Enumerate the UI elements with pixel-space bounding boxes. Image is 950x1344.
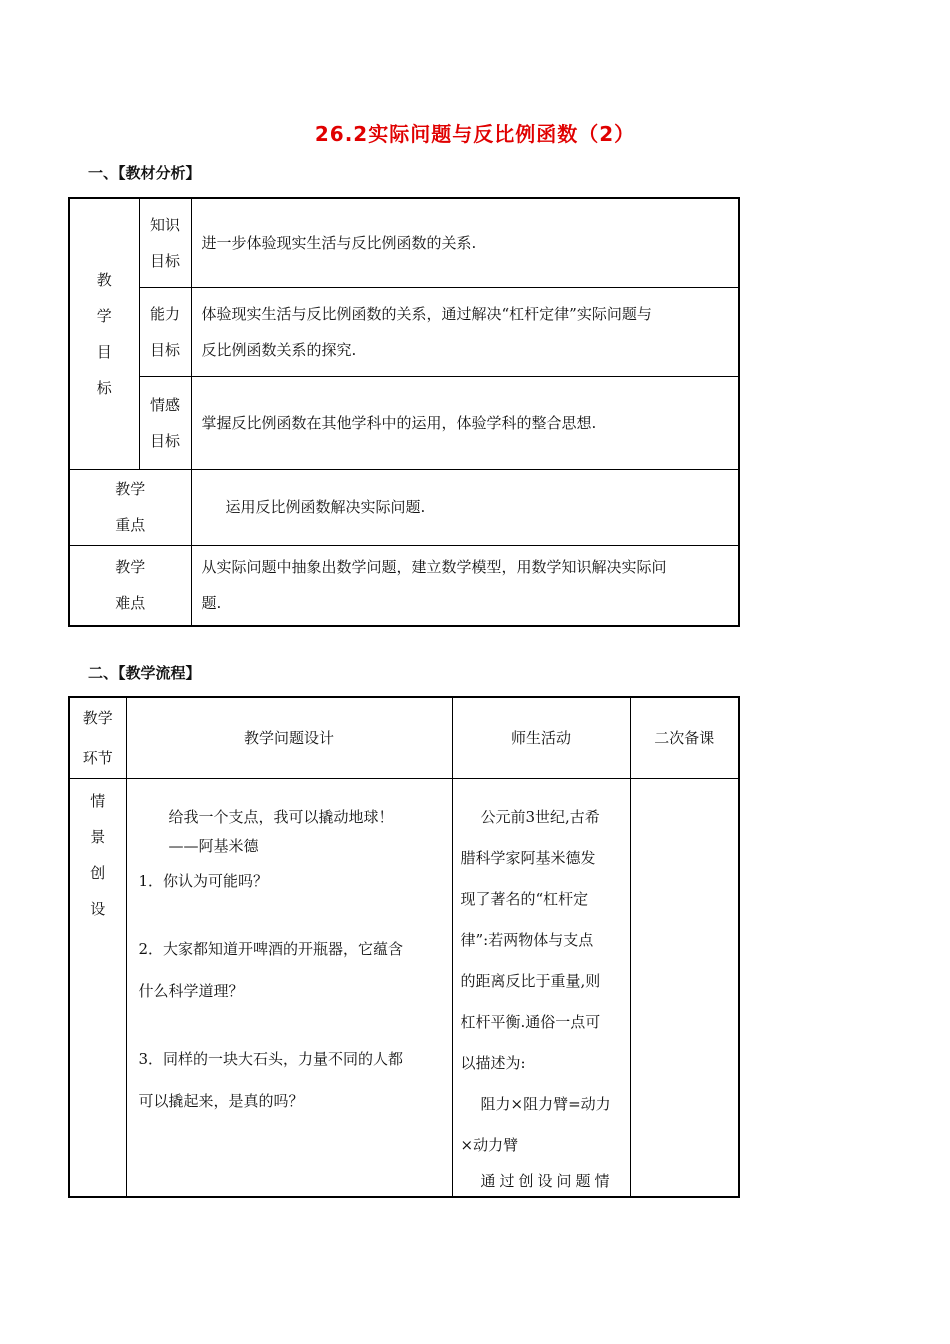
label-line: 目标 bbox=[149, 251, 180, 270]
difficulty-text bbox=[191, 545, 739, 626]
activity-line: 律”:若两物体与支点 bbox=[460, 931, 594, 949]
header-line: 教学 bbox=[82, 709, 113, 727]
design-cell bbox=[126, 779, 452, 1198]
label-line: 情感 bbox=[149, 395, 180, 414]
goals-label-char: 目 bbox=[96, 342, 112, 361]
page-title: 26.2实际问题与反比例函数（2） bbox=[314, 122, 636, 146]
header-prep: 二次备课 bbox=[630, 697, 739, 779]
prep-cell bbox=[630, 779, 739, 1198]
stage-char: 情 bbox=[90, 792, 106, 810]
header-design: 教学问题设计 bbox=[126, 697, 452, 779]
activity-line: 腊科学家阿基米德发 bbox=[460, 849, 596, 867]
knowledge-goal-label bbox=[139, 198, 191, 287]
key-point-text: 运用反比例函数解决实际问题. bbox=[191, 469, 739, 545]
header-stage bbox=[69, 697, 126, 779]
text-line: 体验现实生活与反比例函数的关系，通过解决“杠杆定律”实际问题与 bbox=[201, 304, 652, 323]
text-line: 从实际问题中抽象出数学问题，建立数学模型，用数学知识解决实际问 bbox=[201, 558, 667, 577]
activity-line: 杠杆平衡.通俗一点可 bbox=[460, 1013, 601, 1031]
emotion-goal-text: 掌握反比例函数在其他学科中的运用，体验学科的整合思想. bbox=[191, 376, 739, 469]
activity-line: ×动力臂 bbox=[460, 1136, 519, 1154]
question-2-line1: 2．大家都知道开啤酒的开瓶器，它蕴含 bbox=[138, 940, 404, 958]
goals-label-char: 标 bbox=[96, 378, 112, 397]
header-line: 环节 bbox=[82, 749, 113, 767]
ability-goal-text bbox=[191, 287, 739, 376]
key-point-label bbox=[69, 469, 191, 545]
goals-label-char: 学 bbox=[96, 306, 112, 325]
analysis-table bbox=[68, 197, 740, 627]
activity-cell bbox=[452, 779, 630, 1198]
difficulty-label bbox=[69, 545, 191, 626]
emotion-goal-label bbox=[139, 376, 191, 469]
question-3-line1: 3．同样的一块大石头，力量不同的人都 bbox=[138, 1050, 404, 1068]
label-line: 重点 bbox=[115, 516, 146, 534]
goals-label bbox=[69, 198, 139, 469]
activity-line: 以描述为: bbox=[460, 1054, 526, 1072]
label-line: 目标 bbox=[149, 431, 180, 450]
activity-line: 阻力×阻力臂=动力 bbox=[480, 1095, 611, 1113]
label-line: 能力 bbox=[149, 304, 180, 323]
quote: 给我一个支点，我可以撬动地球！ bbox=[168, 808, 394, 826]
header-activity: 师生活动 bbox=[452, 697, 630, 779]
question-3-line2: 可以撬起来，是真的吗？ bbox=[138, 1092, 304, 1110]
question-1: 1．你认为可能吗？ bbox=[138, 872, 269, 890]
label-line: 知识 bbox=[149, 215, 180, 234]
label-line: 难点 bbox=[115, 594, 146, 613]
stage-char: 创 bbox=[90, 864, 106, 882]
quote-author: ——阿基米德 bbox=[168, 837, 259, 855]
activity-line: 的距离反比于重量,则 bbox=[460, 972, 601, 990]
text-line: 题. bbox=[201, 594, 222, 613]
activity-line: 公元前3世纪,古希 bbox=[480, 808, 600, 826]
ability-goal-label bbox=[139, 287, 191, 376]
label-line: 教学 bbox=[115, 558, 146, 577]
section-heading-analysis: 一、【教材分析】 bbox=[88, 164, 201, 182]
section-heading-flow: 二、【教学流程】 bbox=[88, 664, 201, 682]
stage-char: 景 bbox=[90, 828, 106, 846]
activity-line: 通过创设问题情 bbox=[480, 1172, 614, 1190]
stage-label bbox=[69, 779, 126, 1198]
knowledge-goal-text: 进一步体验现实生活与反比例函数的关系. bbox=[191, 198, 739, 287]
stage-char: 设 bbox=[90, 900, 106, 918]
activity-line: 现了著名的“杠杆定 bbox=[460, 890, 589, 908]
label-line: 教学 bbox=[115, 480, 146, 498]
flow-table bbox=[68, 696, 740, 1198]
label-line: 目标 bbox=[149, 340, 180, 359]
text-line: 反比例函数关系的探究. bbox=[201, 340, 357, 359]
question-2-line2: 什么科学道理？ bbox=[138, 982, 244, 1000]
goals-label-char: 教 bbox=[96, 270, 112, 289]
